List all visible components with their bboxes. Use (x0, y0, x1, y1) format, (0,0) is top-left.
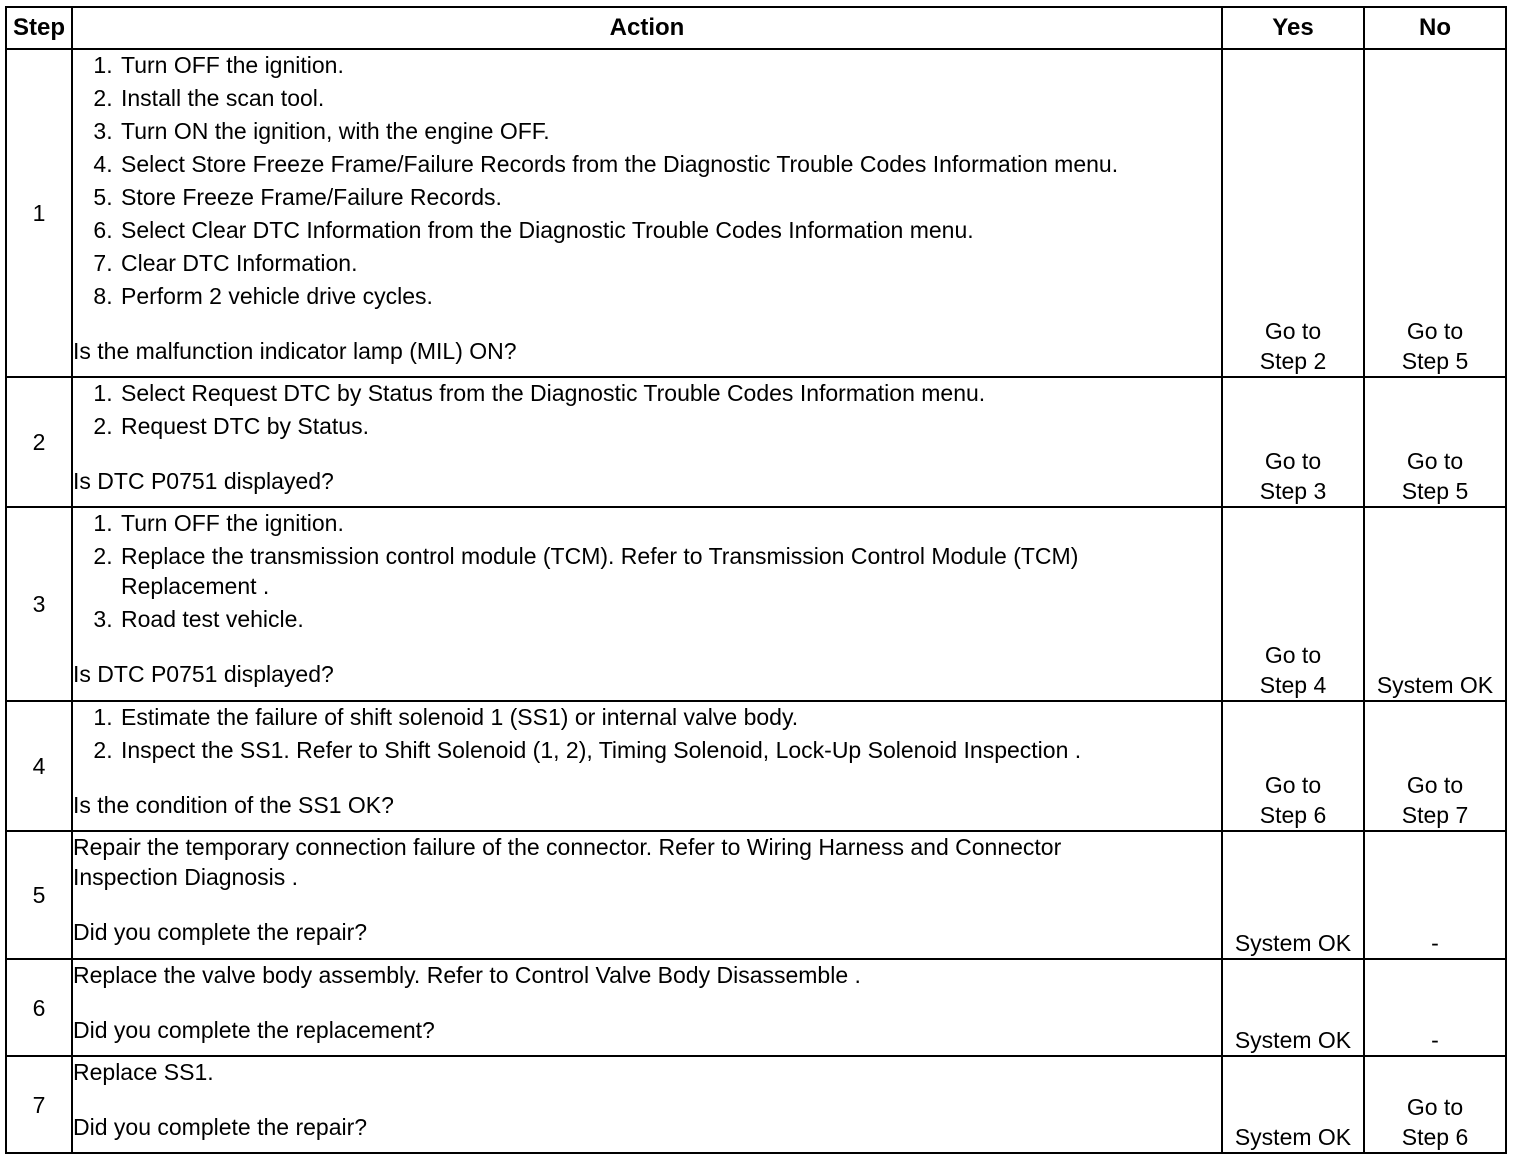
action-cell (72, 701, 1222, 831)
step-number: 5 (6, 831, 72, 959)
yes-result-line2: Step 6 (1259, 802, 1327, 828)
instruction-text: Replace the valve body assembly. Refer to Control Valve Body Disassemble . (73, 962, 861, 988)
yes-cell (1222, 49, 1364, 377)
no-result-line1: Go to (1406, 318, 1464, 344)
list-item: 8. Perform 2 vehicle drive cycles. (93, 283, 433, 309)
no-result-line1: Go to (1406, 772, 1464, 798)
no-cell (1364, 701, 1506, 831)
question-text: Did you complete the replacement? (73, 1017, 435, 1043)
header-row (6, 7, 1506, 49)
no-cell (1364, 959, 1506, 1056)
table-row (6, 377, 1506, 507)
yes-cell (1222, 507, 1364, 701)
action-cell (72, 507, 1222, 701)
list-item: 6. Select Clear DTC Information from the Diagnostic Trouble Codes Information menu. (93, 217, 974, 243)
action-cell (72, 959, 1222, 1056)
instruction-text: Repair the temporary connection failure of the connector. Refer to Wiring Harness and Connector Inspection Diagnosis . (73, 834, 1062, 890)
question-text: Did you complete the repair? (73, 1114, 368, 1140)
table-row (6, 507, 1506, 701)
table-row (6, 959, 1506, 1056)
table-row (6, 49, 1506, 377)
step-number: 7 (6, 1056, 72, 1153)
no-cell (1364, 377, 1506, 507)
table-row (6, 701, 1506, 831)
no-result-line2: Step 5 (1401, 478, 1469, 504)
no-cell (1364, 507, 1506, 701)
yes-result-line2: Step 3 (1259, 478, 1327, 504)
action-cell (72, 49, 1222, 377)
header-no: No (1364, 7, 1506, 49)
step-number: 1 (6, 49, 72, 377)
list-item: 2. Request DTC by Status. (93, 413, 369, 439)
list-item: 1. Turn OFF the ignition. (93, 510, 344, 536)
no-result-line1: - (1431, 930, 1439, 956)
instruction-text: Replace SS1. (73, 1059, 214, 1085)
yes-cell (1222, 831, 1364, 959)
list-item: 7. Clear DTC Information. (93, 250, 358, 276)
table-row (6, 1056, 1506, 1153)
list-item: 2. Replace the transmission control module (TCM). Refer to Transmission Control Module (TCM) Replacement . (93, 543, 1079, 599)
yes-result-line1: Go to (1264, 772, 1322, 798)
list-item: 2. Install the scan tool. (93, 85, 325, 111)
yes-result-line1: Go to (1264, 318, 1322, 344)
list-item: 1. Select Request DTC by Status from the Diagnostic Trouble Codes Information menu. (93, 380, 986, 406)
question-text: Is the condition of the SS1 OK? (73, 792, 394, 818)
table-row (6, 831, 1506, 959)
header-action: Action (72, 7, 1222, 49)
action-list (73, 702, 1221, 765)
header-step: Step (6, 7, 72, 49)
yes-result-line2: Step 4 (1259, 672, 1327, 698)
yes-result-line1: System OK (1234, 1027, 1352, 1053)
no-result-line1: Go to (1406, 1094, 1464, 1120)
no-cell (1364, 1056, 1506, 1153)
list-item: 4. Select Store Freeze Frame/Failure Records from the Diagnostic Trouble Codes Information menu. (93, 151, 1119, 177)
list-item: 1. Estimate the failure of shift solenoid 1 (SS1) or internal valve body. (93, 704, 799, 730)
question-text: Did you complete the repair? (73, 919, 368, 945)
header-yes: Yes (1222, 7, 1364, 49)
list-item: 5. Store Freeze Frame/Failure Records. (93, 184, 502, 210)
no-result-line1: System OK (1376, 672, 1494, 698)
action-list (73, 508, 1221, 634)
question-text: Is the malfunction indicator lamp (MIL) ON? (73, 338, 517, 364)
list-item: 3. Road test vehicle. (93, 606, 304, 632)
diagnostic-table (5, 6, 1507, 1154)
yes-cell (1222, 1056, 1364, 1153)
no-result-line1: Go to (1406, 448, 1464, 474)
action-list (73, 378, 1221, 441)
yes-result-line1: System OK (1234, 930, 1352, 956)
no-result-line1: - (1431, 1027, 1439, 1053)
yes-cell (1222, 377, 1364, 507)
step-number: 3 (6, 507, 72, 701)
list-item: 2. Inspect the SS1. Refer to Shift Solenoid (1, 2), Timing Solenoid, Lock-Up Solenoid Inspection . (93, 737, 1082, 763)
list-item: 3. Turn ON the ignition, with the engine OFF. (93, 118, 550, 144)
action-cell (72, 377, 1222, 507)
step-number: 2 (6, 377, 72, 507)
no-result-line2: Step 5 (1401, 348, 1469, 374)
no-cell (1364, 49, 1506, 377)
no-result-line2: Step 7 (1401, 802, 1469, 828)
yes-result-line2: Step 2 (1259, 348, 1327, 374)
yes-cell (1222, 701, 1364, 831)
yes-result-line1: Go to (1264, 448, 1322, 474)
action-cell (72, 1056, 1222, 1153)
list-item: 1. Turn OFF the ignition. (93, 52, 344, 78)
yes-result-line1: Go to (1264, 642, 1322, 668)
yes-cell (1222, 959, 1364, 1056)
no-result-line2: Step 6 (1401, 1124, 1469, 1150)
no-cell (1364, 831, 1506, 959)
step-number: 6 (6, 959, 72, 1056)
question-text: Is DTC P0751 displayed? (73, 661, 334, 687)
action-cell (72, 831, 1222, 959)
yes-result-line1: System OK (1234, 1124, 1352, 1150)
action-list (73, 50, 1221, 311)
step-number: 4 (6, 701, 72, 831)
question-text: Is DTC P0751 displayed? (73, 468, 334, 494)
